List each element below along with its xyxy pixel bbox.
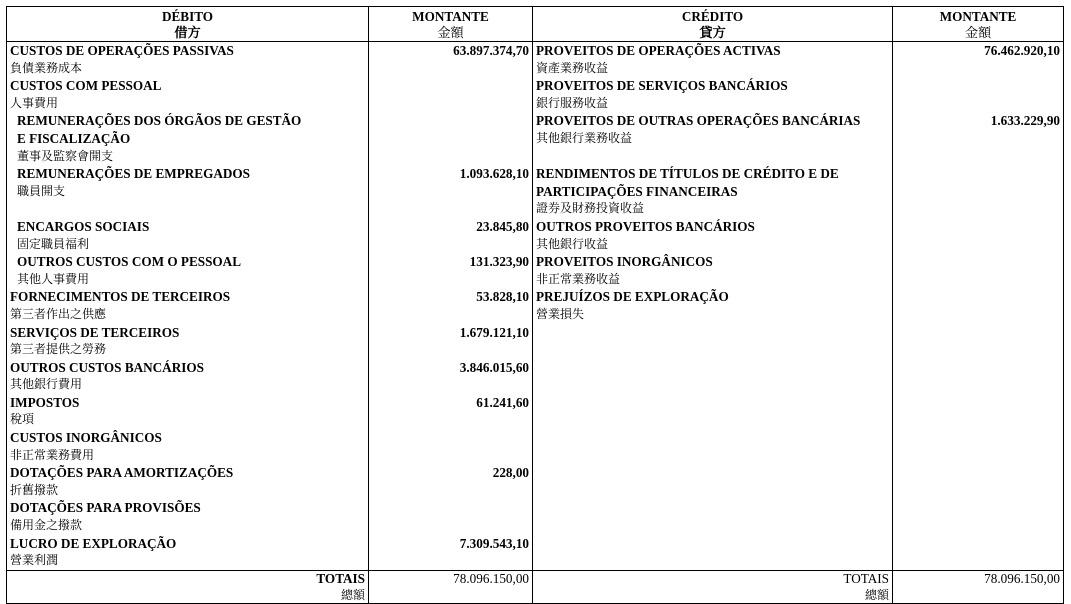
credit-item-label <box>533 499 893 534</box>
debit-item-label <box>7 394 369 429</box>
debit-item-amount: 23.845,80 <box>369 218 533 253</box>
credit-item-zh: 其他銀行收益 <box>536 236 609 251</box>
credit-item-pt: PROVEITOS DE OUTRAS OPERAÇÕES BANCÁRIAS <box>536 113 861 129</box>
credit-item-amount <box>893 324 1064 359</box>
credit-item-amount <box>893 499 1064 534</box>
table-row <box>7 535 1064 571</box>
debit-item-pt: IMPOSTOS <box>10 394 80 410</box>
debit-total-value: 78.096.150,00 <box>369 570 533 603</box>
debit-item-zh: 固定職員福利 <box>17 236 90 251</box>
table-row <box>7 112 1064 165</box>
debit-item-amount: 53.828,10 <box>369 288 533 323</box>
debit-item-label <box>7 253 369 288</box>
table-row <box>7 253 1064 288</box>
credit-item-pt: RENDIMENTOS DE TÍTULOS DE CRÉDITO E DE <box>536 166 839 182</box>
table-row <box>7 218 1064 253</box>
credit-item-zh: 證券及財務投資收益 <box>536 201 645 216</box>
credit-item-pt: PREJUÍZOS DE EXPLORAÇÃO <box>536 289 729 305</box>
debit-amount-header-zh: 金額 <box>437 24 464 40</box>
debit-item-zh: 第三者提供之勞務 <box>10 342 107 357</box>
debit-item-zh: 折舊撥款 <box>10 482 59 497</box>
debit-item-amount <box>369 112 533 165</box>
debit-item-zh: 董事及監察會開支 <box>17 148 114 163</box>
credit-item-label <box>533 359 893 394</box>
credit-item-label <box>533 165 893 218</box>
debit-totals-label-zh: 總額 <box>340 587 365 602</box>
debit-item-pt: OUTROS CUSTOS BANCÁRIOS <box>10 359 204 375</box>
debit-item-pt: REMUNERAÇÕES DOS ÓRGÃOS DE GESTÃO <box>17 113 302 129</box>
credit-item-amount <box>893 394 1064 429</box>
debit-item-zh: 職員開支 <box>17 183 66 198</box>
debit-item-pt: SERVIÇOS DE TERCEIROS <box>10 324 180 340</box>
credit-item-amount <box>893 165 1064 218</box>
debit-item-zh: 營業利潤 <box>10 553 59 568</box>
credit-header-pt: CRÉDITO <box>681 9 744 24</box>
debit-item-pt: ENCARGOS SOCIAIS <box>17 218 150 234</box>
debit-item-pt: CUSTOS COM PESSOAL <box>10 78 162 94</box>
credit-amount-header-pt: MONTANTE <box>939 9 1017 24</box>
debit-item-pt-continued: E FISCALIZAÇÃO <box>17 130 131 146</box>
credit-item-label <box>533 218 893 253</box>
debit-item-amount: 63.897.374,70 <box>369 42 533 78</box>
credit-item-zh: 其他銀行業務收益 <box>536 130 633 145</box>
balance-statement <box>6 6 1063 604</box>
debit-item-label <box>7 499 369 534</box>
credit-item-amount <box>893 288 1064 323</box>
credit-totals-label <box>533 570 893 603</box>
credit-item-amount <box>893 359 1064 394</box>
credit-item-label <box>533 42 893 78</box>
credit-item-label <box>533 288 893 323</box>
debit-item-amount: 1.679.121,10 <box>369 324 533 359</box>
debit-item-label <box>7 324 369 359</box>
credit-item-zh: 營業損失 <box>536 306 585 321</box>
debit-item-amount <box>369 77 533 112</box>
debit-header-pt: DÉBITO <box>161 9 214 24</box>
credit-item-label <box>533 429 893 464</box>
debit-header <box>7 7 369 42</box>
credit-item-amount: 76.462.920,10 <box>893 42 1064 78</box>
credit-item-label <box>533 464 893 499</box>
debit-item-zh: 其他人事費用 <box>17 271 90 286</box>
credit-item-pt: PROVEITOS DE OPERAÇÕES ACTIVAS <box>536 43 781 58</box>
credit-total-value: 78.096.150,00 <box>893 570 1064 603</box>
debit-totals-label <box>7 570 369 603</box>
debit-amount-header-pt: MONTANTE <box>412 9 489 24</box>
debit-item-pt: CUSTOS INORGÂNICOS <box>10 430 162 446</box>
debit-item-label <box>7 429 369 464</box>
debit-item-label <box>7 359 369 394</box>
debit-item-amount <box>369 499 533 534</box>
table-row <box>7 288 1064 323</box>
debit-item-amount: 3.846.015,60 <box>369 359 533 394</box>
debit-item-pt: CUSTOS DE OPERAÇÕES PASSIVAS <box>10 43 234 58</box>
table-row <box>7 324 1064 359</box>
debit-item-amount <box>369 429 533 464</box>
totals-row <box>7 570 1064 603</box>
debit-item-label <box>7 288 369 323</box>
debit-item-zh: 負債業務成本 <box>10 60 83 75</box>
debit-item-zh: 備用金之撥款 <box>10 518 83 533</box>
credit-item-label <box>533 535 893 571</box>
debit-item-zh: 其他銀行費用 <box>10 377 83 392</box>
credit-item-zh: 非正常業務收益 <box>536 271 621 286</box>
credit-item-amount <box>893 429 1064 464</box>
debit-item-amount: 61.241,60 <box>369 394 533 429</box>
debit-item-pt: LUCRO DE EXPLORAÇÃO <box>10 535 177 551</box>
credit-item-label <box>533 77 893 112</box>
debit-item-label <box>7 165 369 218</box>
table-row <box>7 42 1064 78</box>
debit-credit-table <box>6 6 1064 604</box>
credit-item-label <box>533 324 893 359</box>
debit-item-label <box>7 112 369 165</box>
debit-item-amount: 7.309.543,10 <box>369 535 533 571</box>
debit-item-label <box>7 464 369 499</box>
table-row <box>7 165 1064 218</box>
credit-item-amount: 1.633.229,90 <box>893 112 1064 165</box>
table-row <box>7 464 1064 499</box>
debit-item-amount: 1.093.628,10 <box>369 165 533 218</box>
debit-item-label <box>7 218 369 253</box>
debit-item-zh: 第三者作出之供應 <box>10 306 107 321</box>
credit-item-amount <box>893 218 1064 253</box>
debit-item-zh: 稅項 <box>10 412 35 427</box>
credit-item-amount <box>893 464 1064 499</box>
credit-totals-label-zh: 總額 <box>864 587 889 602</box>
credit-item-amount <box>893 77 1064 112</box>
debit-item-pt: DOTAÇÕES PARA AMORTIZAÇÕES <box>10 465 234 481</box>
credit-item-pt: PROVEITOS DE SERVIÇOS BANCÁRIOS <box>536 78 788 94</box>
debit-item-pt: FORNECIMENTOS DE TERCEIROS <box>10 289 231 305</box>
table-row <box>7 77 1064 112</box>
debit-item-label <box>7 535 369 571</box>
credit-item-zh: 銀行服務收益 <box>536 95 609 110</box>
debit-item-zh: 非正常業務費用 <box>10 447 95 462</box>
debit-item-label <box>7 77 369 112</box>
debit-header-zh: 借方 <box>174 24 201 40</box>
credit-item-zh: 資產業務收益 <box>536 60 609 75</box>
table-header-row <box>7 7 1064 42</box>
debit-item-amount: 131.323,90 <box>369 253 533 288</box>
credit-header <box>533 7 893 42</box>
credit-header-zh: 貸方 <box>699 24 726 40</box>
credit-item-pt: PROVEITOS INORGÂNICOS <box>536 254 713 270</box>
credit-item-pt-continued: PARTICIPAÇÕES FINANCEIRAS <box>536 183 738 199</box>
table-row <box>7 429 1064 464</box>
table-row <box>7 359 1064 394</box>
debit-item-pt: OUTROS CUSTOS COM O PESSOAL <box>17 254 241 270</box>
debit-item-label <box>7 42 369 78</box>
credit-item-label <box>533 394 893 429</box>
table-row <box>7 394 1064 429</box>
credit-amount-header-zh: 金額 <box>964 24 992 40</box>
debit-item-amount: 228,00 <box>369 464 533 499</box>
debit-item-pt: REMUNERAÇÕES DE EMPREGADOS <box>17 166 250 182</box>
credit-item-amount <box>893 253 1064 288</box>
credit-item-label <box>533 253 893 288</box>
credit-item-pt: OUTROS PROVEITOS BANCÁRIOS <box>536 218 755 234</box>
credit-item-amount <box>893 535 1064 571</box>
debit-item-zh: 人事費用 <box>10 95 59 110</box>
debit-item-pt: DOTAÇÕES PARA PROVISÕES <box>10 500 201 516</box>
debit-totals-label-pt: TOTAIS <box>316 570 365 586</box>
credit-item-label <box>533 112 893 165</box>
debit-amount-header <box>369 7 533 42</box>
table-row <box>7 499 1064 534</box>
credit-totals-label-pt: TOTAIS <box>843 570 889 586</box>
credit-amount-header <box>893 7 1064 42</box>
